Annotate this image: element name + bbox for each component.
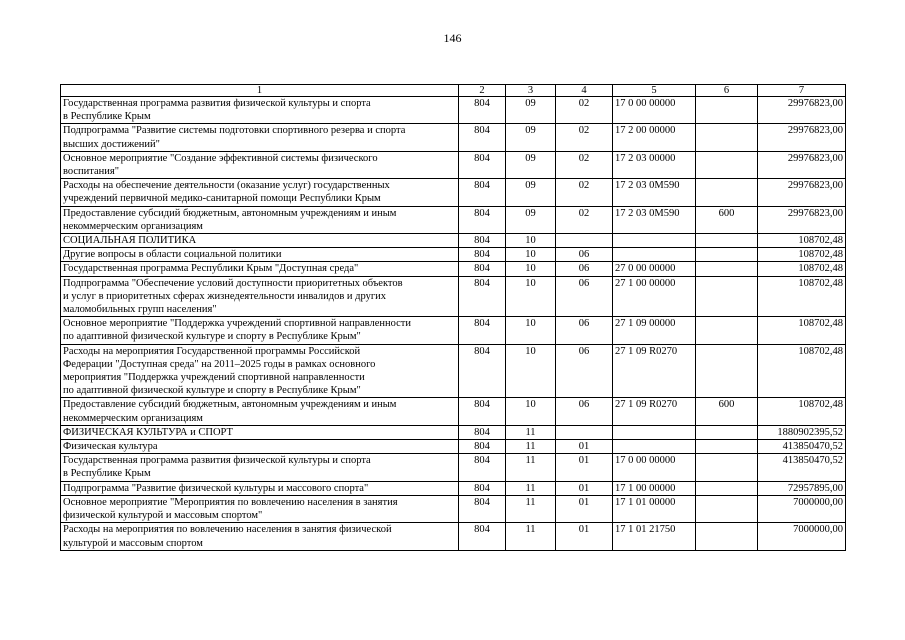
table-row xyxy=(61,179,846,206)
item-name-cell: ФИЗИЧЕСКАЯ КУЛЬТУРА и СПОРТ xyxy=(61,425,459,439)
amount-cell: 72957895,00 xyxy=(758,481,846,495)
expense-type-cell xyxy=(696,425,758,439)
section-code-cell: 10 xyxy=(506,344,556,398)
subsection-code-cell: 02 xyxy=(556,179,613,206)
item-name-cell: Основное мероприятие "Мероприятия по вовлечению населения в занятия физической культурой и массовым спортом" xyxy=(61,495,459,522)
table-row xyxy=(61,276,846,317)
subsection-code-cell: 01 xyxy=(556,523,613,550)
item-name-cell: СОЦИАЛЬНАЯ ПОЛИТИКА xyxy=(61,234,459,248)
expense-type-cell xyxy=(696,248,758,262)
subsection-code-cell: 02 xyxy=(556,124,613,151)
item-name-cell: Предоставление субсидий бюджетным, автономным учреждениям и иным некоммерческим организациям xyxy=(61,206,459,233)
amount-cell: 29976823,00 xyxy=(758,179,846,206)
table-row xyxy=(61,234,846,248)
item-name-cell: Физическая культура xyxy=(61,440,459,454)
expense-type-cell xyxy=(696,124,758,151)
expense-type-cell xyxy=(696,97,758,124)
header-col-5: 5 xyxy=(613,85,696,97)
target-article-cell: 27 0 00 00000 xyxy=(613,262,696,276)
ministry-code-cell: 804 xyxy=(459,454,506,481)
section-code-cell: 10 xyxy=(506,248,556,262)
expense-type-cell xyxy=(696,495,758,522)
amount-cell: 108702,48 xyxy=(758,344,846,398)
target-article-cell: 17 1 00 00000 xyxy=(613,481,696,495)
table-row xyxy=(61,151,846,178)
item-name-cell: Подпрограмма "Развитие физической культуры и массового спорта" xyxy=(61,481,459,495)
ministry-code-cell: 804 xyxy=(459,179,506,206)
subsection-code-cell xyxy=(556,234,613,248)
header-row xyxy=(61,85,846,97)
section-code-cell: 10 xyxy=(506,234,556,248)
ministry-code-cell: 804 xyxy=(459,523,506,550)
table-row xyxy=(61,523,846,550)
amount-cell: 108702,48 xyxy=(758,317,846,344)
ministry-code-cell: 804 xyxy=(459,344,506,398)
subsection-code-cell: 02 xyxy=(556,97,613,124)
ministry-code-cell: 804 xyxy=(459,276,506,317)
target-article-cell: 17 2 03 0М590 xyxy=(613,206,696,233)
header-col-1: 1 xyxy=(61,85,459,97)
amount-cell: 7000000,00 xyxy=(758,495,846,522)
subsection-code-cell: 02 xyxy=(556,206,613,233)
section-code-cell: 09 xyxy=(506,124,556,151)
target-article-cell: 27 1 09 R0270 xyxy=(613,398,696,425)
amount-cell: 108702,48 xyxy=(758,234,846,248)
subsection-code-cell: 01 xyxy=(556,495,613,522)
table-row xyxy=(61,317,846,344)
amount-cell: 29976823,00 xyxy=(758,206,846,233)
expense-type-cell: 600 xyxy=(696,206,758,233)
target-article-cell xyxy=(613,248,696,262)
subsection-code-cell: 01 xyxy=(556,440,613,454)
table-row xyxy=(61,495,846,522)
header-col-7: 7 xyxy=(758,85,846,97)
section-code-cell: 09 xyxy=(506,97,556,124)
item-name-cell: Государственная программа развития физической культуры и спорта в Республике Крым xyxy=(61,454,459,481)
ministry-code-cell: 804 xyxy=(459,495,506,522)
table-row xyxy=(61,398,846,425)
header-col-3: 3 xyxy=(506,85,556,97)
table-row xyxy=(61,124,846,151)
table-row xyxy=(61,425,846,439)
amount-cell: 29976823,00 xyxy=(758,151,846,178)
section-code-cell: 09 xyxy=(506,151,556,178)
item-name-cell: Государственная программа Республики Крым "Доступная среда" xyxy=(61,262,459,276)
amount-cell: 413850470,52 xyxy=(758,454,846,481)
item-name-cell: Расходы на мероприятия по вовлечению населения в занятия физической культурой и массовым спортом xyxy=(61,523,459,550)
table-row xyxy=(61,440,846,454)
amount-cell: 108702,48 xyxy=(758,248,846,262)
subsection-code-cell: 06 xyxy=(556,317,613,344)
item-name-cell: Государственная программа развития физической культуры и спорта в Республике Крым xyxy=(61,97,459,124)
amount-cell: 413850470,52 xyxy=(758,440,846,454)
header-col-4: 4 xyxy=(556,85,613,97)
item-name-cell: Расходы на мероприятия Государственной программы Российской Федерации "Доступная среда" на 2011–2025 годы в рамках основного мероприятия "Поддержка учреждений спортивной направленности по адаптивной физической культуре и спорту в Республике Крым" xyxy=(61,344,459,398)
expense-type-cell xyxy=(696,234,758,248)
subsection-code-cell: 02 xyxy=(556,151,613,178)
section-code-cell: 11 xyxy=(506,425,556,439)
target-article-cell xyxy=(613,440,696,454)
ministry-code-cell: 804 xyxy=(459,425,506,439)
section-code-cell: 09 xyxy=(506,206,556,233)
item-name-cell: Другие вопросы в области социальной политики xyxy=(61,248,459,262)
amount-cell: 1880902395,52 xyxy=(758,425,846,439)
header-col-6: 6 xyxy=(696,85,758,97)
amount-cell: 7000000,00 xyxy=(758,523,846,550)
expense-type-cell xyxy=(696,317,758,344)
expense-type-cell xyxy=(696,151,758,178)
budget-table xyxy=(60,84,846,551)
expense-type-cell xyxy=(696,179,758,206)
expense-type-cell xyxy=(696,481,758,495)
amount-cell: 108702,48 xyxy=(758,398,846,425)
table-row xyxy=(61,248,846,262)
item-name-cell: Предоставление субсидий бюджетным, автономным учреждениям и иным некоммерческим организациям xyxy=(61,398,459,425)
amount-cell: 29976823,00 xyxy=(758,97,846,124)
section-code-cell: 11 xyxy=(506,454,556,481)
section-code-cell: 10 xyxy=(506,398,556,425)
table-row xyxy=(61,481,846,495)
item-name-cell: Подпрограмма "Развитие системы подготовки спортивного резерва и спорта высших достижений" xyxy=(61,124,459,151)
table-row xyxy=(61,454,846,481)
header-col-2: 2 xyxy=(459,85,506,97)
page-number: 146 xyxy=(443,31,462,45)
section-code-cell: 10 xyxy=(506,276,556,317)
expense-type-cell: 600 xyxy=(696,398,758,425)
expense-type-cell xyxy=(696,523,758,550)
ministry-code-cell: 804 xyxy=(459,398,506,425)
target-article-cell: 17 0 00 00000 xyxy=(613,97,696,124)
subsection-code-cell: 06 xyxy=(556,398,613,425)
target-article-cell xyxy=(613,234,696,248)
table-row xyxy=(61,262,846,276)
subsection-code-cell: 06 xyxy=(556,262,613,276)
ministry-code-cell: 804 xyxy=(459,124,506,151)
item-name-cell: Расходы на обеспечение деятельности (оказание услуг) государственных учреждений первичной медико-санитарной помощи Республики Крым xyxy=(61,179,459,206)
subsection-code-cell: 06 xyxy=(556,276,613,317)
subsection-code-cell: 06 xyxy=(556,344,613,398)
subsection-code-cell: 01 xyxy=(556,481,613,495)
target-article-cell: 17 1 01 21750 xyxy=(613,523,696,550)
subsection-code-cell: 06 xyxy=(556,248,613,262)
section-code-cell: 11 xyxy=(506,481,556,495)
ministry-code-cell: 804 xyxy=(459,481,506,495)
item-name-cell: Основное мероприятие "Создание эффективной системы физического воспитания" xyxy=(61,151,459,178)
target-article-cell: 27 1 09 R0270 xyxy=(613,344,696,398)
expense-type-cell xyxy=(696,344,758,398)
target-article-cell: 17 2 00 00000 xyxy=(613,124,696,151)
expense-type-cell xyxy=(696,454,758,481)
ministry-code-cell: 804 xyxy=(459,262,506,276)
ministry-code-cell: 804 xyxy=(459,206,506,233)
amount-cell: 108702,48 xyxy=(758,276,846,317)
item-name-cell: Подпрограмма "Обеспечение условий доступности приоритетных объектов и услуг в приоритетных сферах жизнедеятельности инвалидов и других маломобильных групп населения" xyxy=(61,276,459,317)
section-code-cell: 11 xyxy=(506,495,556,522)
ministry-code-cell: 804 xyxy=(459,440,506,454)
table-row xyxy=(61,97,846,124)
subsection-code-cell: 01 xyxy=(556,454,613,481)
section-code-cell: 10 xyxy=(506,317,556,344)
target-article-cell: 27 1 00 00000 xyxy=(613,276,696,317)
item-name-cell: Основное мероприятие "Поддержка учреждений спортивной направленности по адаптивной физической культуре и спорту в Республике Крым" xyxy=(61,317,459,344)
ministry-code-cell: 804 xyxy=(459,317,506,344)
table-row xyxy=(61,206,846,233)
ministry-code-cell: 804 xyxy=(459,97,506,124)
expense-type-cell xyxy=(696,276,758,317)
expense-type-cell xyxy=(696,262,758,276)
table-row xyxy=(61,344,846,398)
section-code-cell: 11 xyxy=(506,523,556,550)
section-code-cell: 10 xyxy=(506,262,556,276)
amount-cell: 29976823,00 xyxy=(758,124,846,151)
target-article-cell: 17 2 03 00000 xyxy=(613,151,696,178)
ministry-code-cell: 804 xyxy=(459,248,506,262)
ministry-code-cell: 804 xyxy=(459,234,506,248)
ministry-code-cell: 804 xyxy=(459,151,506,178)
target-article-cell: 17 2 03 0М590 xyxy=(613,179,696,206)
section-code-cell: 09 xyxy=(506,179,556,206)
expense-type-cell xyxy=(696,440,758,454)
amount-cell: 108702,48 xyxy=(758,262,846,276)
section-code-cell: 11 xyxy=(506,440,556,454)
target-article-cell: 17 1 01 00000 xyxy=(613,495,696,522)
target-article-cell xyxy=(613,425,696,439)
subsection-code-cell xyxy=(556,425,613,439)
target-article-cell: 27 1 09 00000 xyxy=(613,317,696,344)
target-article-cell: 17 0 00 00000 xyxy=(613,454,696,481)
